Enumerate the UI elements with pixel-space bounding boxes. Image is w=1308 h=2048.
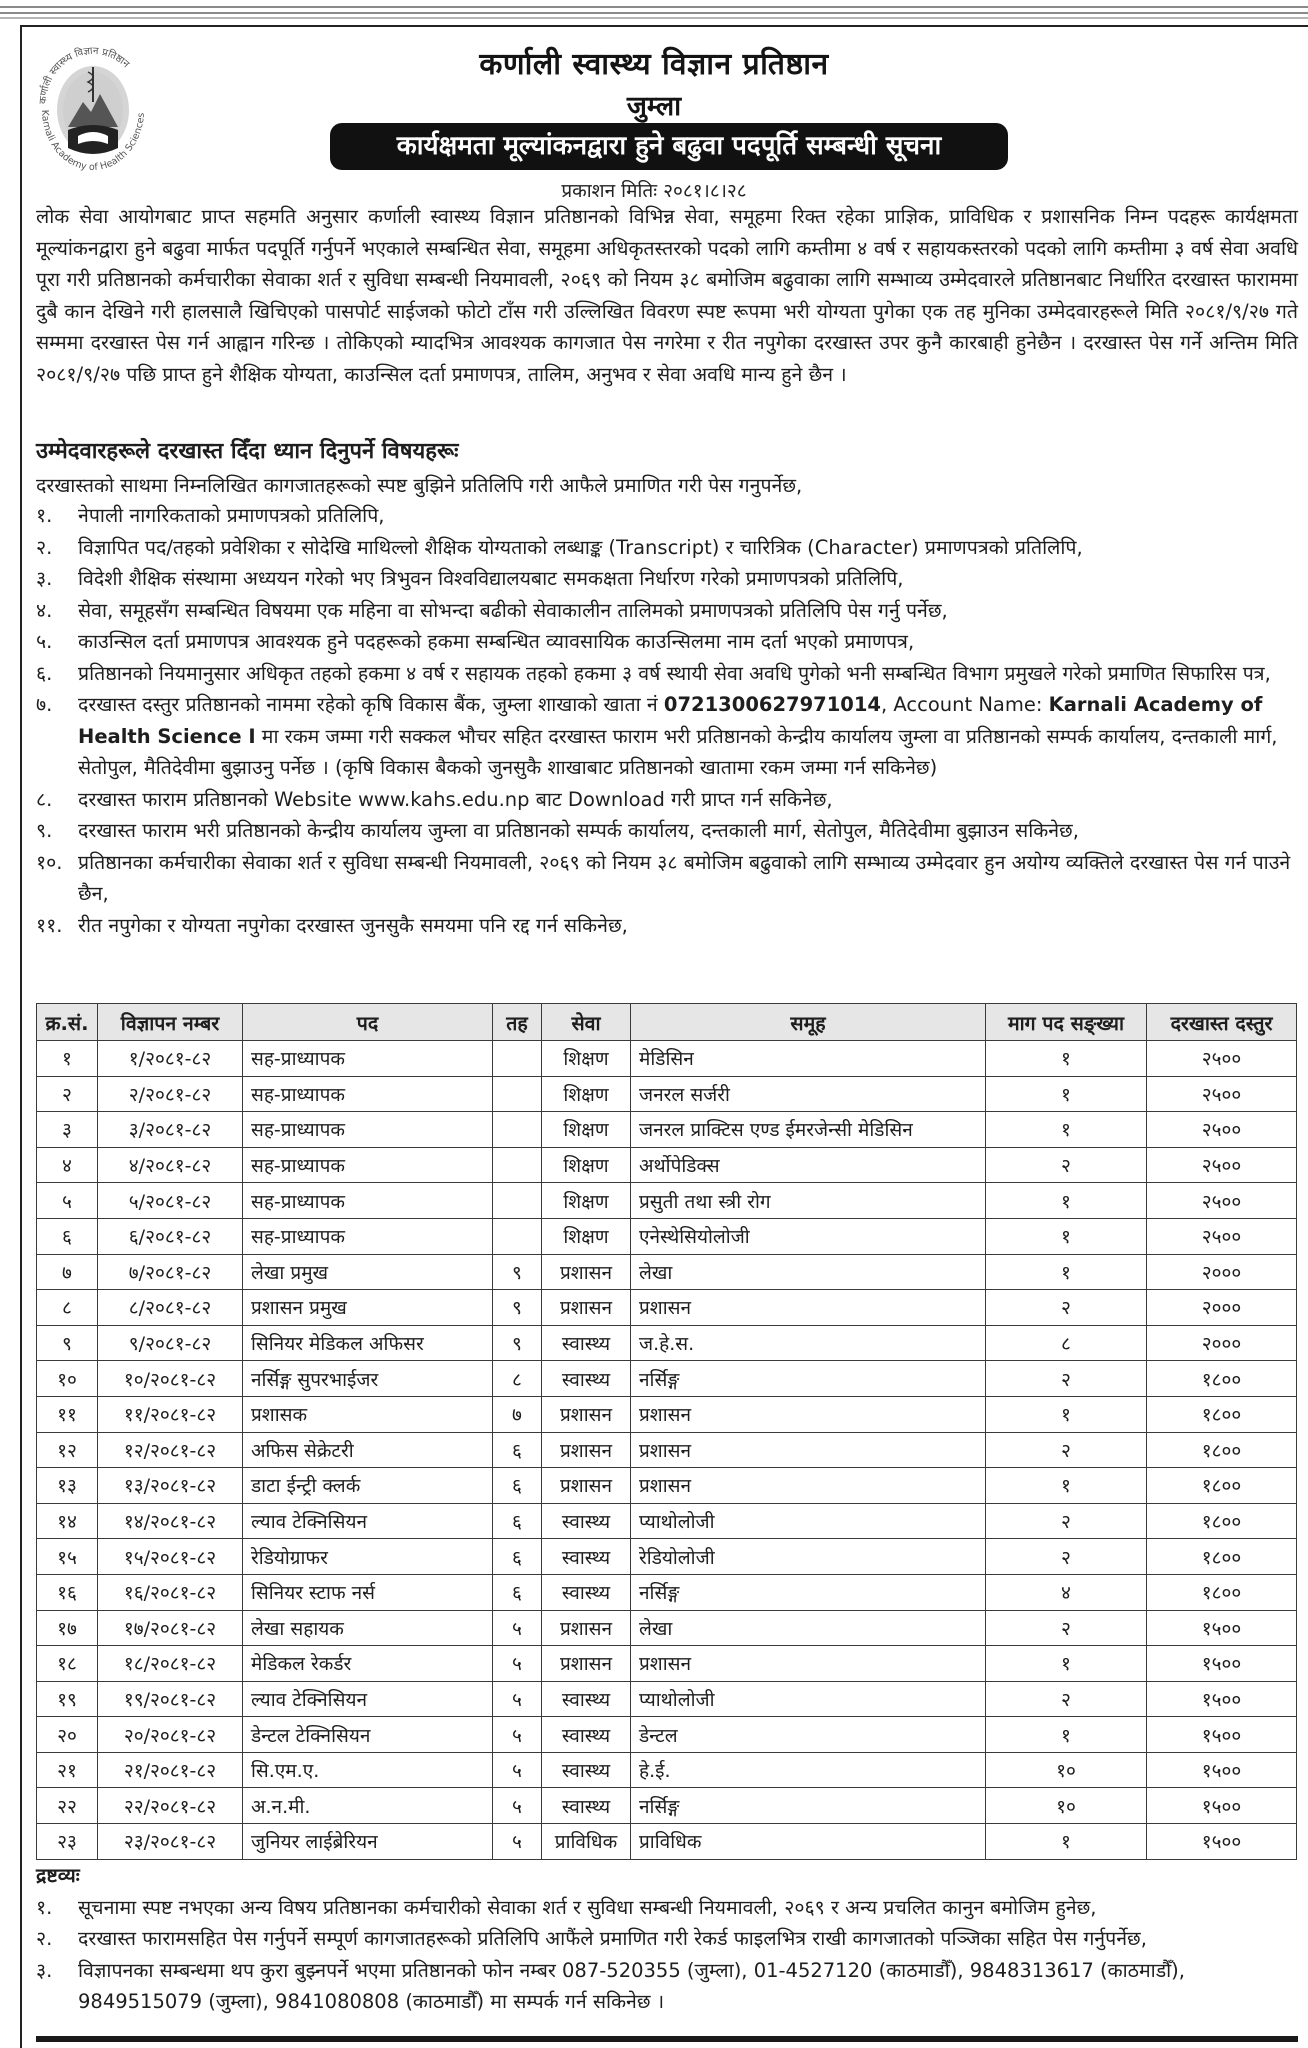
table-row <box>37 1788 1297 1824</box>
cell-post: सह-प्राध्यापक <box>243 1147 493 1183</box>
column-header-serial: क्र.सं. <box>37 1004 98 1041</box>
list-item <box>36 910 1298 942</box>
cell-serial: ११ <box>37 1396 98 1432</box>
cell-service: स्वास्थ्य <box>542 1681 631 1717</box>
cell-service: प्रशासन <box>542 1468 631 1504</box>
cell-ad-number: २२/२०८१-८२ <box>98 1788 243 1824</box>
cell-ad-number: १८/२०८१-८२ <box>98 1646 243 1682</box>
cell-service: प्रशासन <box>542 1290 631 1326</box>
list-item <box>36 815 1298 847</box>
cell-serial: २१ <box>37 1752 98 1788</box>
list-item <box>36 658 1298 690</box>
publication-date <box>0 177 1308 203</box>
cell-group: प्रशासन <box>631 1468 986 1504</box>
table-row <box>37 1147 1297 1183</box>
list-item <box>36 784 1298 816</box>
item-number: ३. <box>36 567 53 590</box>
item-number: ३. <box>36 1958 53 1982</box>
top-rule <box>0 6 1308 8</box>
cell-service: स्वास्थ्य <box>542 1752 631 1788</box>
cell-fee: २५०० <box>1147 1183 1297 1219</box>
cell-vacancies: २ <box>986 1361 1147 1397</box>
cell-post: जुनियर लाईब्रेरियन <box>243 1824 493 1860</box>
cell-service: स्वास्थ्य <box>542 1717 631 1753</box>
cell-level: ९ <box>493 1290 542 1326</box>
table-row <box>37 1752 1297 1788</box>
cell-ad-number: १५/२०८१-८२ <box>98 1539 243 1575</box>
item-number: १. <box>36 1895 53 1919</box>
item-text-part: दरखास्त दस्तुर प्रतिष्ठानको नाममा रहेको कृषि विकास बैंक, जुम्ला शाखाको खाता नं <box>78 693 664 716</box>
cell-fee: १८०० <box>1147 1396 1297 1432</box>
item-number: १. <box>36 504 53 527</box>
cell-service: शिक्षण <box>542 1041 631 1077</box>
cell-vacancies: ४ <box>986 1574 1147 1610</box>
cell-vacancies: १ <box>986 1396 1147 1432</box>
column-header-fee: दरखास्त दस्तुर <box>1147 1004 1297 1041</box>
cell-vacancies: १ <box>986 1824 1147 1860</box>
cell-level: ६ <box>493 1539 542 1575</box>
cell-fee: १५०० <box>1147 1717 1297 1753</box>
cell-post: डाटा ईन्ट्री क्लर्क <box>243 1468 493 1504</box>
cell-serial: २ <box>37 1076 98 1112</box>
requirements-heading: उम्मेदवारहरूले दरखास्त दिँदा ध्यान दिनुपर्ने विषयहरूः <box>36 439 459 464</box>
item-text: विदेशी शैक्षिक संस्थामा अध्ययन गरेको भए त्रिभुवन विश्वविद्यालयबाट समकक्षता निर्धारण गरेको प्रमाणपत्रको प्रतिलिपि, <box>78 567 904 590</box>
cell-ad-number: १६/२०८१-८२ <box>98 1574 243 1610</box>
column-header-service: सेवा <box>542 1004 631 1041</box>
cell-group: ज.हे.स. <box>631 1325 986 1361</box>
cell-post: सह-प्राध्यापक <box>243 1076 493 1112</box>
cell-level <box>493 1112 542 1148</box>
cell-ad-number: २/२०८१-८२ <box>98 1076 243 1112</box>
cell-post: सिनियर मेडिकल अफिसर <box>243 1325 493 1361</box>
cell-service: शिक्षण <box>542 1112 631 1148</box>
requirements-intro: दरखास्तको साथमा निम्नलिखित कागजातहरूको स्पष्ट बुझिने प्रतिलिपि गरी आफैले प्रमाणित गरी पेस गनुपर्नेछ, <box>36 474 803 497</box>
cell-fee: १८०० <box>1147 1574 1297 1610</box>
cell-vacancies: २ <box>986 1681 1147 1717</box>
cell-vacancies: १० <box>986 1788 1147 1824</box>
cell-serial: १७ <box>37 1610 98 1646</box>
cell-serial: १८ <box>37 1646 98 1682</box>
cell-post: लेखा प्रमुख <box>243 1254 493 1290</box>
cell-vacancies: २ <box>986 1290 1147 1326</box>
cell-serial: २० <box>37 1717 98 1753</box>
list-item <box>36 532 1298 564</box>
column-header-post: पद <box>243 1004 493 1041</box>
item-number: ११. <box>36 913 63 937</box>
cell-group: प्रसुती तथा स्त्री रोग <box>631 1183 986 1219</box>
cell-serial: १५ <box>37 1539 98 1575</box>
cell-ad-number: ११/२०८१-८२ <box>98 1396 243 1432</box>
table-row <box>37 1396 1297 1432</box>
table-row <box>37 1610 1297 1646</box>
cell-ad-number: ६/२०८१-८२ <box>98 1218 243 1254</box>
cell-level: ६ <box>493 1503 542 1539</box>
cell-level <box>493 1076 542 1112</box>
table-row <box>37 1717 1297 1753</box>
cell-serial: १३ <box>37 1468 98 1504</box>
item-text: काउन्सिल दर्ता प्रमाणपत्र आवश्यक हुने पदहरूको हकमा सम्बन्धित व्यावसायिक काउन्सिलमा नाम दर्ता भएको प्रमाणपत्र, <box>78 630 915 653</box>
cell-vacancies: १ <box>986 1646 1147 1682</box>
notes-section <box>36 1860 1298 2018</box>
cell-group: प्रशासन <box>631 1290 986 1326</box>
cell-post: प्रशासन प्रमुख <box>243 1290 493 1326</box>
table-row <box>37 1076 1297 1112</box>
cell-ad-number: २१/२०८१-८२ <box>98 1752 243 1788</box>
cell-service: स्वास्थ्य <box>542 1788 631 1824</box>
cell-post: सह-प्राध्यापक <box>243 1041 493 1077</box>
table-row <box>37 1325 1297 1361</box>
item-text: दरखास्त फाराम भरी प्रतिष्ठानको केन्द्रीय कार्यालय जुम्ला वा प्रतिष्ठानको सम्पर्क कार्यालय, दन्तकाली मार्ग, सेतोपुल, मैतिदेवीमा बुझाउन सकिनेछ, <box>78 819 1079 842</box>
item-text: सूचनामा स्पष्ट नभएका अन्य विषय प्रतिष्ठानका कर्मचारीको सेवाका शर्त र सुविधा सम्बन्धी नियमावली, २०६९ र अन्य प्रचलित कानुन बमोजिम हुनेछ, <box>78 1895 1097 1919</box>
cell-post: सह-प्राध्यापक <box>243 1183 493 1219</box>
cell-ad-number: ५/२०८१-८२ <box>98 1183 243 1219</box>
cell-vacancies: १ <box>986 1218 1147 1254</box>
cell-level <box>493 1218 542 1254</box>
cell-serial: १२ <box>37 1432 98 1468</box>
cell-fee: १५०० <box>1147 1752 1297 1788</box>
cell-serial: ५ <box>37 1183 98 1219</box>
item-number: ९. <box>36 819 53 842</box>
cell-ad-number: १४/२०८१-८२ <box>98 1503 243 1539</box>
item-text: विज्ञापनका सम्बन्धमा थप कुरा बुझ्नपर्ने भएमा प्रतिष्ठानको फोन नम्बर 087-520355 (जुम्ला), 01-4527120 (काठमाडौँ), 9848313617 (काठमाडौँ), 9849515079 (जुम्ला), 9841080808 (काठमाडौँ) मा सम्पर्क गर्न सकिनेछ । <box>78 1958 1185 2013</box>
list-item <box>36 689 1298 784</box>
cell-vacancies: ८ <box>986 1325 1147 1361</box>
table-body <box>37 1041 1297 1860</box>
table-row <box>37 1539 1297 1575</box>
list-item <box>36 847 1298 910</box>
cell-serial: ६ <box>37 1218 98 1254</box>
cell-group: प्याथोलोजी <box>631 1503 986 1539</box>
cell-serial: १६ <box>37 1574 98 1610</box>
cell-group: प्रशासन <box>631 1432 986 1468</box>
vacancy-table <box>36 1003 1297 1860</box>
cell-level: ५ <box>493 1752 542 1788</box>
cell-level: ५ <box>493 1717 542 1753</box>
cell-level: ५ <box>493 1646 542 1682</box>
cell-serial: २२ <box>37 1788 98 1824</box>
cell-service: प्रशासन <box>542 1646 631 1682</box>
table-row <box>37 1681 1297 1717</box>
cell-serial: १४ <box>37 1503 98 1539</box>
cell-fee: १५०० <box>1147 1788 1297 1824</box>
cell-fee: २५०० <box>1147 1112 1297 1148</box>
cell-service: स्वास्थ्य <box>542 1574 631 1610</box>
notes-title: द्रष्टव्यः <box>36 1864 80 1887</box>
cell-group: रेडियोलोजी <box>631 1539 986 1575</box>
cell-vacancies: २ <box>986 1539 1147 1575</box>
cell-vacancies: १ <box>986 1254 1147 1290</box>
cell-post: प्रशासक <box>243 1396 493 1432</box>
cell-service: स्वास्थ्य <box>542 1539 631 1575</box>
cell-service: शिक्षण <box>542 1147 631 1183</box>
cell-ad-number: १२/२०८१-८२ <box>98 1432 243 1468</box>
cell-post: सिनियर स्टाफ नर्स <box>243 1574 493 1610</box>
cell-level: ५ <box>493 1681 542 1717</box>
cell-level <box>493 1147 542 1183</box>
cell-vacancies: २ <box>986 1432 1147 1468</box>
item-text: प्रतिष्ठानको नियमानुसार अधिकृत तहको हकमा ४ वर्ष र सहायक तहको हकमा ३ वर्ष स्थायी सेवा अवधि पुगेको भनी सम्बन्धित विभाग प्रमुखले गरेको प्रमाणित सिफारिस पत्र, <box>78 661 1271 685</box>
cell-vacancies: २ <box>986 1503 1147 1539</box>
list-item <box>36 500 1298 532</box>
table-row <box>37 1361 1297 1397</box>
cell-vacancies: १ <box>986 1112 1147 1148</box>
item-number: ८. <box>36 787 53 811</box>
cell-service: प्रशासन <box>542 1396 631 1432</box>
cell-ad-number: १९/२०८१-८२ <box>98 1681 243 1717</box>
list-item <box>36 563 1298 595</box>
note-item <box>36 1892 1298 1924</box>
cell-post: सह-प्राध्यापक <box>243 1218 493 1254</box>
cell-post: अफिस सेक्रेटरी <box>243 1432 493 1468</box>
institution-location: जुम्ला <box>626 91 682 122</box>
cell-post: मेडिकल रेकर्डर <box>243 1646 493 1682</box>
cell-level: ८ <box>493 1361 542 1397</box>
cell-service: शिक्षण <box>542 1076 631 1112</box>
cell-serial: ४ <box>37 1147 98 1183</box>
cell-group: लेखा <box>631 1610 986 1646</box>
cell-group: जनरल सर्जरी <box>631 1076 986 1112</box>
publication-date-value: २०८१।८।२८ <box>663 180 747 202</box>
table-header-row <box>37 1004 1297 1041</box>
table-row <box>37 1646 1297 1682</box>
cell-serial: ७ <box>37 1254 98 1290</box>
cell-post: सह-प्राध्यापक <box>243 1112 493 1148</box>
item-number: १०. <box>36 850 63 874</box>
cell-vacancies: १ <box>986 1041 1147 1077</box>
bank-account-name: Karnali Academy of Health Science I <box>78 693 1263 748</box>
cell-vacancies: २ <box>986 1147 1147 1183</box>
cell-group: नर्सिङ्ग <box>631 1361 986 1397</box>
cell-fee: १८०० <box>1147 1468 1297 1504</box>
cell-serial: १९ <box>37 1681 98 1717</box>
cell-ad-number: ३/२०८१-८२ <box>98 1112 243 1148</box>
cell-group: प्याथोलोजी <box>631 1681 986 1717</box>
bottom-rule <box>36 2036 1298 2042</box>
note-item <box>36 1923 1298 1955</box>
cell-serial: ३ <box>37 1112 98 1148</box>
cell-service: शिक्षण <box>542 1183 631 1219</box>
cell-service: स्वास्थ्य <box>542 1325 631 1361</box>
notice-title-banner: कार्यक्षमता मूल्यांकनद्वारा हुने बढुवा पदपूर्ति सम्बन्धी सूचना <box>330 123 1008 170</box>
table-row <box>37 1503 1297 1539</box>
table-row <box>37 1041 1297 1077</box>
cell-service: प्राविधिक <box>542 1824 631 1860</box>
cell-post: डेन्टल टेक्निसियन <box>243 1717 493 1753</box>
cell-vacancies: १ <box>986 1183 1147 1219</box>
table-row <box>37 1290 1297 1326</box>
cell-post: अ.न.मी. <box>243 1788 493 1824</box>
cell-level: ७ <box>493 1396 542 1432</box>
cell-service: प्रशासन <box>542 1432 631 1468</box>
cell-group: अर्थोपेडिक्स <box>631 1147 986 1183</box>
cell-serial: ९ <box>37 1325 98 1361</box>
cell-fee: १८०० <box>1147 1361 1297 1397</box>
cell-post: ल्याव टेक्निसियन <box>243 1681 493 1717</box>
cell-fee: १८०० <box>1147 1432 1297 1468</box>
cell-fee: १५०० <box>1147 1610 1297 1646</box>
item-text: दरखास्त फारामसहित पेस गर्नुपर्ने सम्पूर्ण कागजातहरूको प्रतिलिपि आफैंले प्रमाणित गरी रेकर्ड फाइलभित्र राखी कागजातको पञ्जिका सहित पेस गर्नुपर्नेछ, <box>78 1927 1147 1950</box>
item-text: रीत नपुगेका र योग्यता नपुगेका दरखास्त जुनसुकै समयमा पनि रद्द गर्न सकिनेछ, <box>78 913 628 937</box>
cell-group: मेडिसिन <box>631 1041 986 1077</box>
column-header-group: समूह <box>631 1004 986 1041</box>
item-text <box>78 689 1298 784</box>
cell-fee: १८०० <box>1147 1503 1297 1539</box>
column-header-ad-number: विज्ञापन नम्बर <box>98 1004 243 1041</box>
item-number: २. <box>36 535 53 559</box>
cell-ad-number: १७/२०८१-८२ <box>98 1610 243 1646</box>
cell-post: रेडियोग्राफर <box>243 1539 493 1575</box>
cell-serial: १ <box>37 1041 98 1077</box>
cell-ad-number: २०/२०८१-८२ <box>98 1717 243 1753</box>
cell-vacancies: १० <box>986 1752 1147 1788</box>
cell-level: ५ <box>493 1788 542 1824</box>
institution-name: कर्णाली स्वास्थ्य विज्ञान प्रतिष्ठान <box>479 47 829 82</box>
publication-date-label: प्रकाशन मितिः <box>561 180 658 202</box>
table-row <box>37 1218 1297 1254</box>
item-text-part: , Account Name: <box>881 693 1049 716</box>
cell-ad-number: १/२०८१-८२ <box>98 1041 243 1077</box>
cell-post: ल्याव टेक्निसियन <box>243 1503 493 1539</box>
item-number: ५. <box>36 630 53 653</box>
cell-level: ५ <box>493 1824 542 1860</box>
cell-vacancies: १ <box>986 1717 1147 1753</box>
cell-group: एनेस्थेसियोलोजी <box>631 1218 986 1254</box>
cell-ad-number: ७/२०८१-८२ <box>98 1254 243 1290</box>
top-rule <box>0 12 1308 14</box>
cell-group: नर्सिङ्ग <box>631 1788 986 1824</box>
cell-group: लेखा <box>631 1254 986 1290</box>
column-header-level: तह <box>493 1004 542 1041</box>
cell-level: ६ <box>493 1574 542 1610</box>
note-item <box>36 1955 1298 2018</box>
cell-level <box>493 1041 542 1077</box>
item-number: २. <box>36 1927 53 1950</box>
cell-ad-number: ९/२०८१-८२ <box>98 1325 243 1361</box>
cell-fee: १५०० <box>1147 1824 1297 1860</box>
table-row <box>37 1183 1297 1219</box>
cell-fee: २००० <box>1147 1254 1297 1290</box>
table-row <box>37 1824 1297 1860</box>
cell-group: नर्सिङ्ग <box>631 1574 986 1610</box>
requirements-list <box>36 500 1298 941</box>
table-row <box>37 1112 1297 1148</box>
list-item <box>36 595 1298 627</box>
cell-post: लेखा सहायक <box>243 1610 493 1646</box>
top-rule <box>0 17 1308 19</box>
cell-level: ६ <box>493 1432 542 1468</box>
cell-fee: २००० <box>1147 1290 1297 1326</box>
cell-service: प्रशासन <box>542 1610 631 1646</box>
cell-fee: २५०० <box>1147 1041 1297 1077</box>
table-row <box>37 1432 1297 1468</box>
cell-level <box>493 1183 542 1219</box>
list-item <box>36 626 1298 658</box>
cell-fee: २५०० <box>1147 1218 1297 1254</box>
cell-service: स्वास्थ्य <box>542 1503 631 1539</box>
item-text-part: मा रकम जम्मा गरी सक्कल भौचर सहित दरखास्त फाराम भरी प्रतिष्ठानको केन्द्रीय कार्यालय जुम्ला वा प्रतिष्ठानको सम्पर्क कार्यालय, दन्तकाली मार्ग, सेतोपुल, मैतिदेवीमा बुझाउनु पर्नेछ । (कृषि विकास बैकको जुनसुकै शाखाबाट प्रतिष्ठानको खातामा रकम जम्मा गर्न सकिनेछ) <box>78 724 1278 779</box>
cell-serial: २३ <box>37 1824 98 1860</box>
item-number: ७. <box>36 693 53 716</box>
bank-account-number: 0721300627971014 <box>663 693 881 716</box>
cell-serial: ८ <box>37 1290 98 1326</box>
cell-vacancies: १ <box>986 1076 1147 1112</box>
cell-level: ६ <box>493 1468 542 1504</box>
item-number: ६. <box>36 661 53 685</box>
cell-ad-number: १०/२०८१-८२ <box>98 1361 243 1397</box>
cell-group: जनरल प्राक्टिस एण्ड ईमरजेन्सी मेडिसिन <box>631 1112 986 1148</box>
cell-group: प्रशासन <box>631 1396 986 1432</box>
cell-ad-number: १३/२०८१-८२ <box>98 1468 243 1504</box>
table-row <box>37 1468 1297 1504</box>
intro-paragraph: लोक सेवा आयोगबाट प्राप्त सहमति अनुसार कर्णाली स्वास्थ्य विज्ञान प्रतिष्ठानको विभिन्न सेवा, समूहमा रिक्त रहेका प्राज्ञिक, प्राविधिक र प्रशासनिक निम्न पदहरू कार्यक्षमता मूल्यांकनद्वारा हुने बढुवा मार्फत पदपूर्ति गर्नुपर्ने भएकाले सम्बन्धित सेवा, समूहमा अधिकृतस्तरको पदको लागि कम्तीमा ४ वर्ष र सहायकस्तरको पदको लागि कम्तीमा ३ वर्ष सेवा अवधि पूरा गरी प्रतिष्ठानको कर्मचारीका सेवाका शर्त र सुविधा सम्बन्धी नियमावली, २०६९ को नियम ३८ बमोजिम बढुवाका लागि सम्भाव्य उम्मेदवारले प्रतिष्ठानबाट निर्धारित दरखास्त फाराममा दुबै कान देखिने गरी हालसालै खिचिएको पासपोर्ट साईजको फोटो टाँस गरी उल्लिखित विवरण स्पष्ट रूपमा भरी योग्यता पुगेका एक तह मुनिका उम्मेदवारहरूले मिति २०८१/९/२७ गते सम्ममा दरखास्त पेस गर्न आह्वान गरिन्छ । तोकिएको म्यादभित्र आवश्यक कागजात पेस नगरेमा र रीत नपुगेका दरखास्त उपर कुनै कारबाही हुनेछैन । दरखास्त पेस गर्ने अन्तिम मिति २०८१/९/२७ पछि प्राप्त हुने शैक्षिक योग्यता, काउन्सिल दर्ता प्रमाणपत्र, तालिम, अनुभव र सेवा अवधि मान्य हुने छैन । <box>36 205 1298 386</box>
cell-fee: २५०० <box>1147 1147 1297 1183</box>
svg-text:कर्णाली स्वास्थ्य विज्ञान प्रत: कर्णाली स्वास्थ्य विज्ञान प्रतिष्ठान <box>37 45 132 105</box>
cell-service: शिक्षण <box>542 1218 631 1254</box>
cell-ad-number: २३/२०८१-८२ <box>98 1824 243 1860</box>
cell-fee: १५०० <box>1147 1646 1297 1682</box>
cell-fee: १८०० <box>1147 1539 1297 1575</box>
cell-group: हे.ई. <box>631 1752 986 1788</box>
cell-service: स्वास्थ्य <box>542 1361 631 1397</box>
cell-group: डेन्टल <box>631 1717 986 1753</box>
cell-post: नर्सिङ्ग सुपरभाईजर <box>243 1361 493 1397</box>
svg-text:Karnali Academy of Health Scie: Karnali Academy of Health Sciences <box>38 109 147 174</box>
table-row <box>37 1574 1297 1610</box>
cell-serial: १० <box>37 1361 98 1397</box>
item-text: प्रतिष्ठानका कर्मचारीका सेवाका शर्त र सुविधा सम्बन्धी नियमावली, २०६९ को नियम ३८ बमोजिम बढुवाको लागि सम्भाव्य उम्मेदवार हुन अयोग्य व्यक्तिले दरखास्त पेस गर्न पाउने छैन, <box>78 850 1291 905</box>
cell-ad-number: ८/२०८१-८२ <box>98 1290 243 1326</box>
item-text: नेपाली नागरिकताको प्रमाणपत्रको प्रतिलिपि, <box>78 504 385 527</box>
cell-fee: २५०० <box>1147 1076 1297 1112</box>
cell-fee: २००० <box>1147 1325 1297 1361</box>
column-header-vacancies: माग पद सङ्ख्या <box>986 1004 1147 1041</box>
cell-group: प्राविधिक <box>631 1824 986 1860</box>
cell-fee: १५०० <box>1147 1681 1297 1717</box>
item-number: ४. <box>36 598 53 622</box>
cell-post: सि.एम.ए. <box>243 1752 493 1788</box>
item-text: दरखास्त फाराम प्रतिष्ठानको Website www.kahs.edu.np बाट Download गरी प्राप्त गर्न सकिनेछ, <box>78 787 833 811</box>
table-row <box>37 1254 1297 1290</box>
cell-level: ५ <box>493 1610 542 1646</box>
cell-ad-number: ४/२०८१-८२ <box>98 1147 243 1183</box>
cell-vacancies: २ <box>986 1610 1147 1646</box>
item-text: सेवा, समूहसँग सम्बन्धित विषयमा एक महिना वा सोभन्दा बढीको सेवाकालीन तालिमको प्रमाणपत्रको प्रतिलिपि पेस गर्नु पर्नेछ, <box>78 598 948 622</box>
cell-level: ९ <box>493 1254 542 1290</box>
item-text: विज्ञापित पद/तहको प्रवेशिका र सोदेखि माथिल्लो शैक्षिक योग्यताको लब्धाङ्क (Transcript) र चारित्रिक (Character) प्रमाणपत्रको प्रतिलिपि, <box>78 535 1083 559</box>
cell-level: ९ <box>493 1325 542 1361</box>
cell-vacancies: १ <box>986 1468 1147 1504</box>
cell-service: प्रशासन <box>542 1254 631 1290</box>
cell-group: प्रशासन <box>631 1646 986 1682</box>
